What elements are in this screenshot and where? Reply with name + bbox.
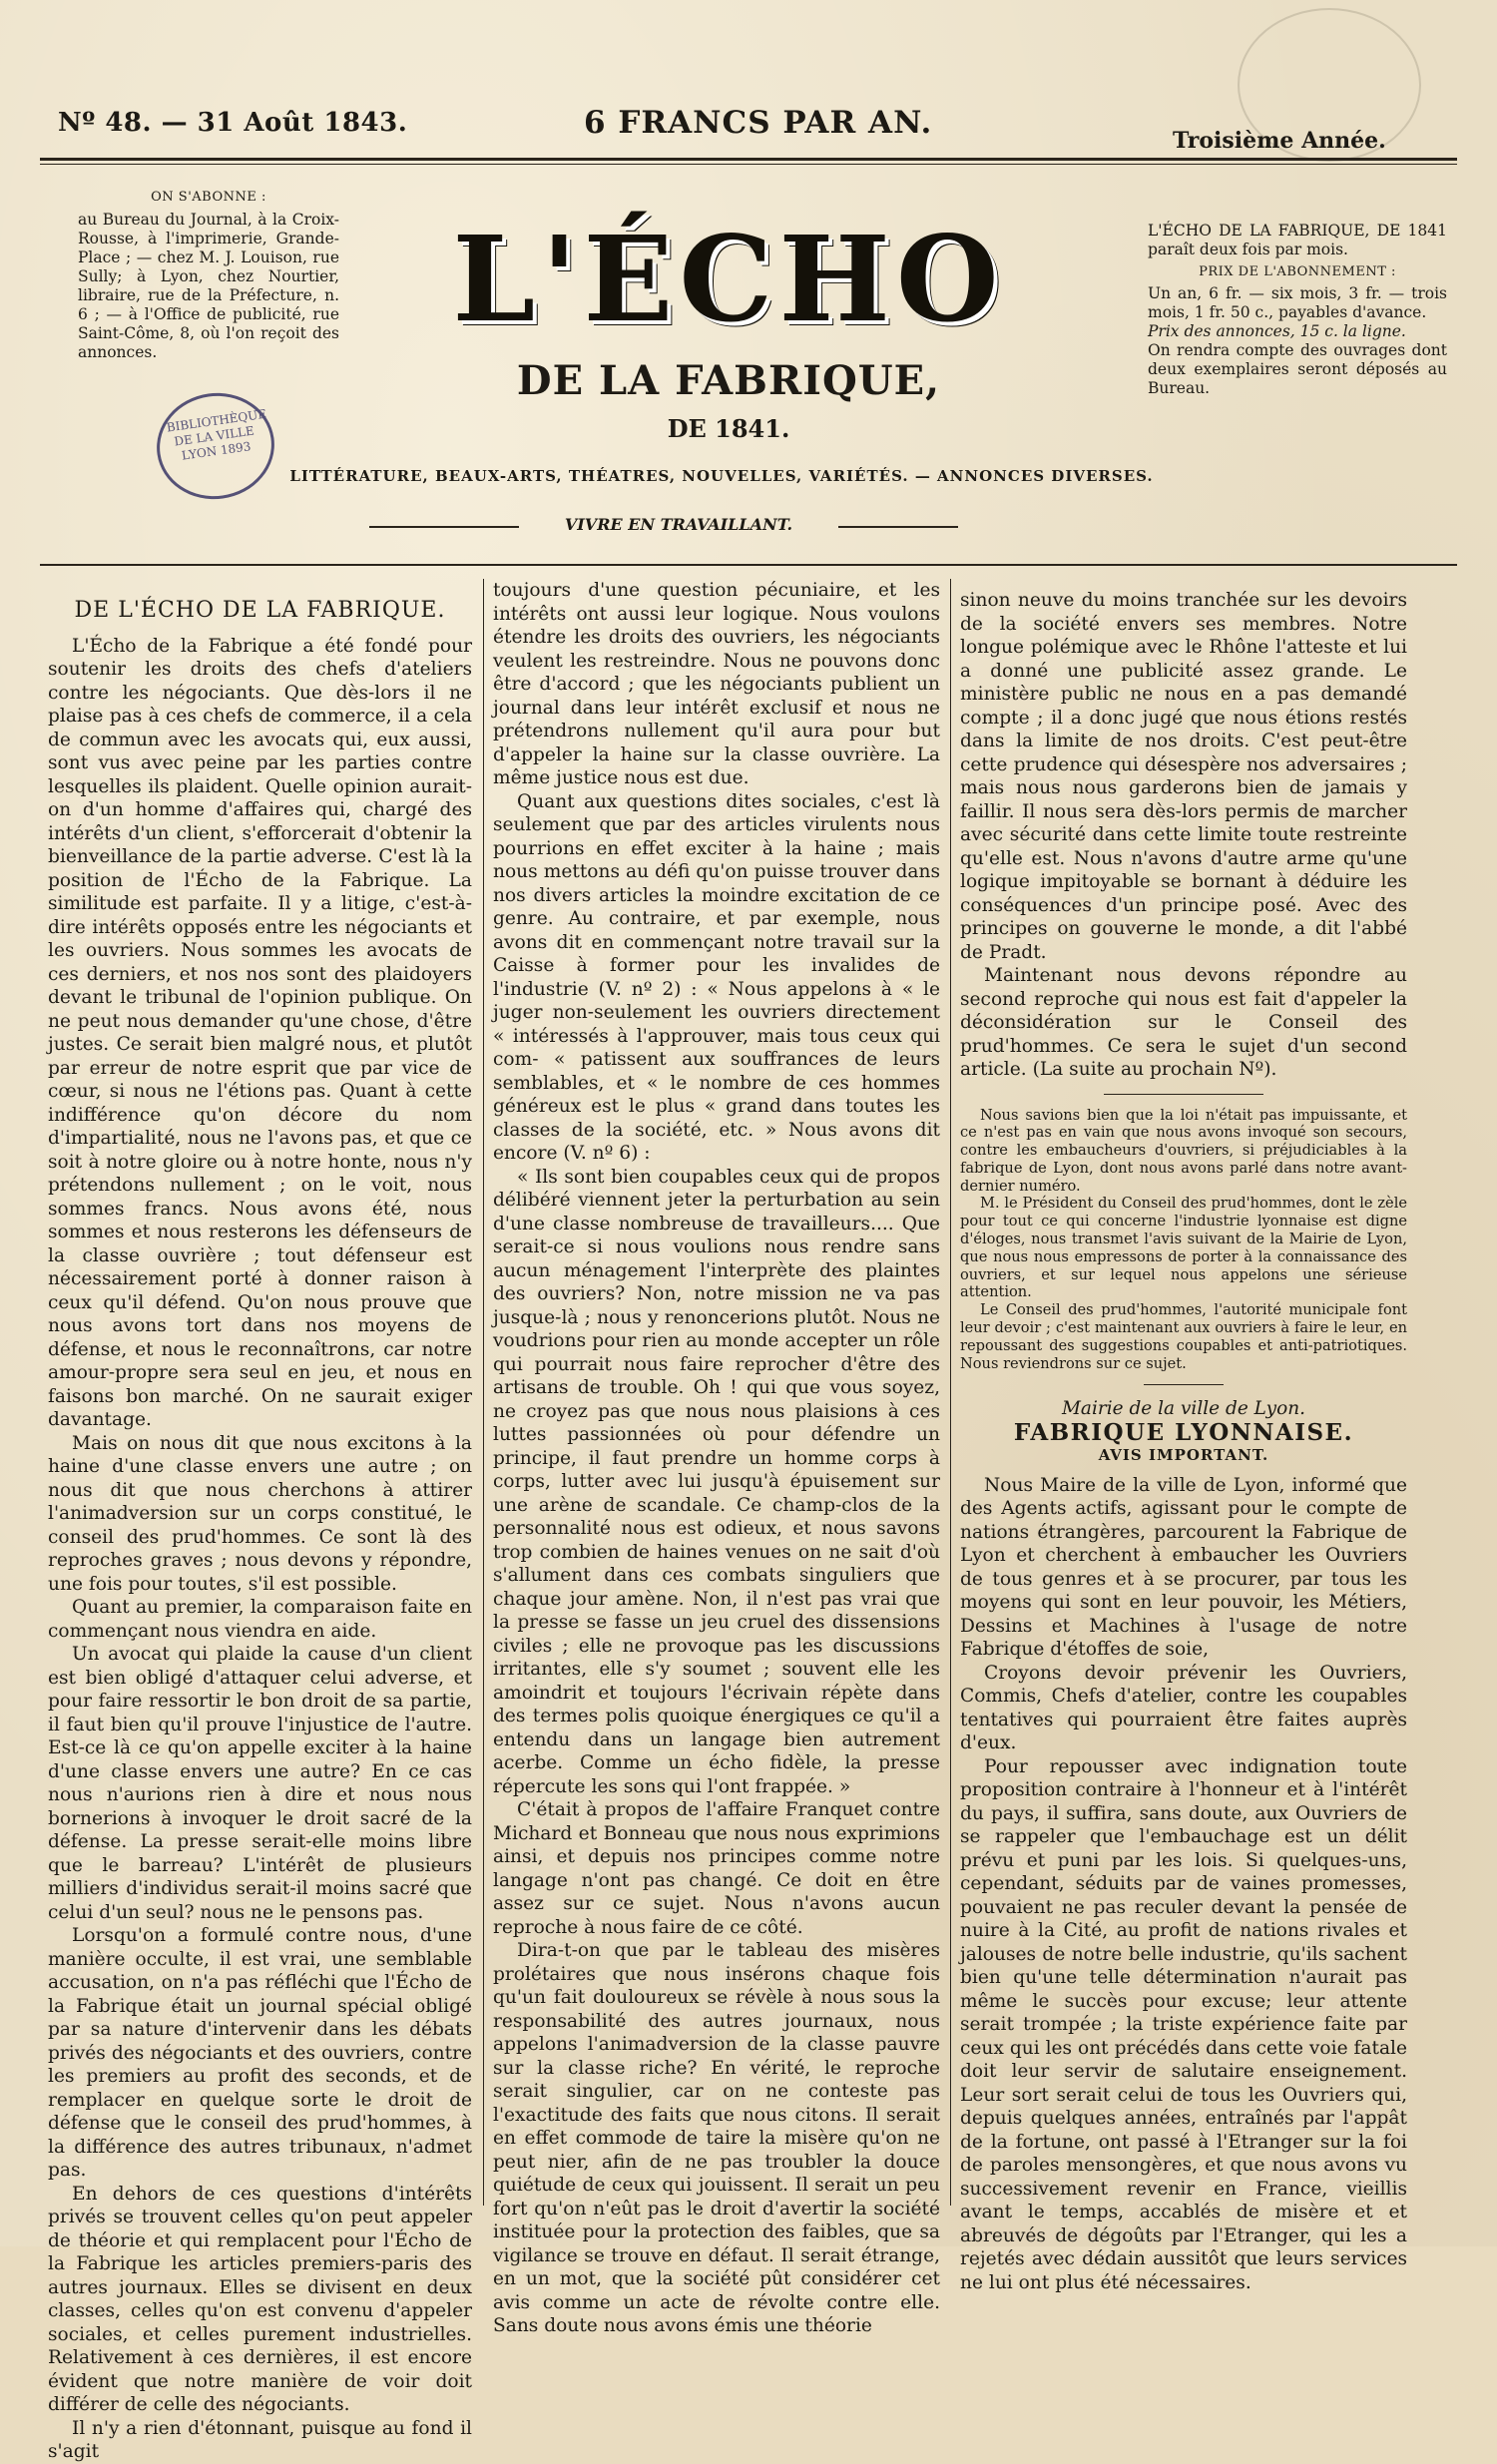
article-column-1 xyxy=(48,599,472,2464)
paragraph: Maintenant nous devons répondre au second reproche qui nous est fait d'appeler la déconsidération sur le Conseil des prud'hommes. Ce sera le sujet d'un second article. (La suite au prochain Nº). xyxy=(960,965,1407,1080)
paragraph: « Ils sont bien coupables ceux qui de propos délibéré viennent jeter la perturbation au sein d'une classe nombreuse de travailleurs.... Que serait-ce si nous voulions nous rendre sans aucun ménagement l'interprète des plaintes des ouvriers? Non, notre mission ne va pas jusque-là ; nous y renoncerions plutôt. Nous ne voudrions pour rien au monde accepter un rôle qui pourrait nous faire reprocher d'être des artisans de trouble. Oh ! qui que vous soyez, ne croyez pas que nous nous plaisions à ces luttes passionnées où pour défendre un principe, il faut prendre un homme corps à corps, lutter avec lui jusqu'à épuisement sur une arène de scandale. Ce champ-clos de la personnalité nous est odieux, et nous savons trop combien de haines venues on ne sait d'où s'allument dans ces combats singuliers que chaque jour amène. Non, il n'est pas vrai que la presse se fasse un jeu cruel des dissensions civiles ; elle ne provoque pas les discussions irritantes, elle s'y soumet ; souvent elle les amoindrit et toujours l'écrivain répète dans des termes polis quoique énergiques ce qu'il a entendu dans un langage bien autrement acerbe. Comme un écho fidèle, la presse répercute les sons qui l'ont frappée. » xyxy=(493,1166,940,1797)
header-rule-thin xyxy=(40,164,1457,165)
subscribe-text: au Bureau du Journal, à la Croix-Rousse, à l'imprimerie, Grande-Place ; — chez M. J. Louison, rue Sully; à Lyon, chez Nourtier, libraire, rue de la Préfecture, n. 6 ; — à l'Office de publicité, rue Saint-Côme, 8, où l'on reçoit des annonces. xyxy=(78,211,339,361)
price-list: Un an, 6 fr. — six mois, 3 fr. — trois mois, 1 fr. 50 c., payables d'avance. xyxy=(1148,284,1447,321)
header-rule xyxy=(40,158,1457,161)
mairie-subtitle: AVIS IMPORTANT. xyxy=(1098,1446,1269,1465)
subscribe-box xyxy=(78,188,339,362)
paragraph: Il n'y a rien d'étonnant, puisque au fond il s'agit xyxy=(48,2417,472,2462)
info-frequency: L'ÉCHO DE LA FABRIQUE, DE 1841 paraît deux fois par mois. xyxy=(1148,222,1447,258)
paragraph: Croyons devoir prévenir les Ouvriers, Commis, Chefs d'atelier, contre les coupables tentatives qui pourraient être faites auprès d'eux. xyxy=(960,1662,1407,1754)
masthead-bottom-rule xyxy=(40,564,1457,566)
notice-block xyxy=(960,1107,1407,1373)
motto-rule-right xyxy=(838,526,958,528)
column-rule-2 xyxy=(950,579,951,2206)
section-divider xyxy=(1144,1384,1224,1385)
paragraph: En dehors de ces questions d'intérêts privés se trouvent celles qu'on peut appeler de théorie et qui remplacent pour l'Écho de la Fabrique les articles premiers-paris des autres journaux. Elles se divisent en deux classes, celles qu'on est convenu d'appeler sociales, et celles purement industrielles. Relativement à ces dernières, il est encore évident que notre manière de voir doit différer de celle des négociants. xyxy=(48,2183,472,2415)
paragraph: Lorsqu'on a formulé contre nous, d'une manière occulte, il est vrai, une semblable accusation, on n'a pas réfléchi que l'Écho de la Fabrique était un journal spécial obligé par sa nature d'intervenir dans les débats privés des négociants et des ouvriers, contre les premiers au profit des seconds, et de remplacer en quelque sorte le droit de défense que le conseil des prud'hommes, à la différence des autres tribunaux, n'admet pas. xyxy=(48,1925,472,2181)
library-stamp xyxy=(150,385,281,506)
info-box xyxy=(1148,222,1447,398)
price-heading: PRIX DE L'ABONNEMENT : xyxy=(1199,264,1396,279)
paragraph: Mais on nous dit que nous excitons à la haine d'une classe envers une autre ; on nous dit que nous cherchons à attirer l'animadversion sur un corps constitué, le conseil des prud'hommes. Ce sont là des reproches graves ; nous devons y répondre, une fois pour toutes, s'il est possible. xyxy=(48,1432,472,1595)
masthead-subtitle: DE LA FABRIQUE, xyxy=(516,357,941,404)
paragraph: sinon neuve du moins tranchée sur les devoirs de la société envers ses membres. Notre longue polémique avec le Rhône l'atteste et lui a donné une publicité assez grande. Le ministère public ne nous en a pas demandé compte ; il a donc jugé que nous étions restés dans la limite de nos droits. C'est peut-être cette prudence qui désespère nos adversaires ; mais nous nous garderons bien de jamais y faillir. Il nous sera dès-lors permis de marcher avec sécurité dans cette limite toute restreinte qu'elle est. Nous n'avons d'autre arme qu'une logique impitoyable se bornant à déduire les conséquences d'un principe posé. Avec des principes on gouverne le monde, a dit l'abbé de Pradt. xyxy=(960,590,1407,963)
article-column-3 xyxy=(960,589,1407,2294)
issue-number: Nº 48. — 31 Août 1843. xyxy=(58,108,408,138)
mairie-heading: Mairie de la ville de Lyon. xyxy=(1061,1398,1306,1420)
paragraph: Un avocat qui plaide la cause d'un client est bien obligé d'attaquer celui adverse, et pour faire ressortir le bon droit de sa partie, il faut bien qu'il prouve l'injustice de l'autre. Est-ce là ce qu'on appelle exciter à la haine d'une classe envers une autre? En ce cas nous n'aurions rien à dire et nous nous bornerions à invoquer le droit sacré de la défense. La presse serait-elle moins libre que le barreau? L'intérêt de plusieurs milliers d'individus serait-il moins sacré que celui d'un seul? nous ne le pensons pas. xyxy=(48,1644,472,1923)
paragraph: Dira-t-on que par le tableau des misères prolétaires que nous insérons chaque fois qu'un fait douloureux se révèle à nous sous la responsabilité des autres journaux, nous appelons l'animadversion de la classe pauvre sur la classe riche? En vérité, le reproche serait singulier, car on ne conteste pas l'exactitude des faits que nous citons. Il serait en effet commode de taire la misère qu'on ne peut nier, afin de ne pas troubler la douce quiétude de ceux qui jouissent. Il serait un peu fort qu'on n'eût pas le droit d'avertir la société instituée pour la protection des faibles, que sa vigilance se trouve en défaut. Il serait étrange, en un mot, que la société pût considérer cet avis comme un acte de révolte contre elle. Sans doute nous avons émis une théorie xyxy=(493,1940,940,2336)
subscription-price: 6 FRANCS PAR AN. xyxy=(584,105,933,141)
stamp-text: BIBLIOTHÈQUE DE LA VILLE LYON 1893 xyxy=(165,406,267,463)
paragraph: Nous Maire de la ville de Lyon, informé que des Agents actifs, agissant pour le compte de nations étrangères, parcourent la Fabrique de Lyon et cherchent à embaucher les Ouvriers de tous genres et à se procurer, par tous les moyens qui sont en leur pouvoir, les Métiers, Dessins et Machines à l'usage de notre Fabrique d'étoffes de soie, xyxy=(960,1474,1407,1661)
notice-paragraph: M. le Président du Conseil des prud'hommes, dont le zèle pour tout ce qui concerne l'industrie lyonnaise est digne d'éloges, nous transmet l'avis suivant de la Mairie de Lyon, que nous nous empressons de porter à la connaissance des ouvriers, et sur lequel nous appelons une sérieuse attention. xyxy=(960,1195,1407,1301)
paragraph: Quant aux questions dites sociales, c'est là seulement que par des articles virulents nous pourrions en effet exciter à la haine ; mais nous mettons au défi qu'on puisse trouver dans nos divers articles la moindre excitation de ce genre. Au contraire, et par exemple, nous avons dit en commençant notre travail sur la Caisse à former pour les invalides de l'industrie (V. nº 2) : « Nous appelons à « le juger non-seulement les ouvriers directement « intéressés à l'approuver, mais tous ceux qui com- « patissent aux souffrances de leurs semblables, et « le nombre de ces hommes généreux est le plus « grand dans toutes les classes de la société, etc. » Nous avons dit encore (V. nº 6) : xyxy=(493,790,940,1164)
article-column-2 xyxy=(493,579,940,2338)
column-rule-1 xyxy=(483,579,484,2206)
masthead-title: L'ÉCHO xyxy=(452,210,1005,348)
paragraph: Quant au premier, la comparaison faite en commençant nous viendra en aide. xyxy=(48,1597,472,1642)
paragraph: Pour repousser avec indignation toute proposition contraire à l'honneur et à l'intérêt du pays, il suffira, sans doute, aux Ouvriers de se rappeler que l'embauchage est un délit prévu et puni par les lois. Si quelques-uns, cependant, séduits par de vaines promesses, pouvaient ne pas reculer devant la pensée de nuire à la Cité, au profit de nations rivales et jalouses de notre belle industrie, qu'ils sachent bien qu'une telle détermination n'aurait pas même le succès pour excuse; leur attente serait trompée ; la triste expérience faite par ceux qui les ont précédés dans cette voie fatale doit leur servir de salutaire enseignement. Leur sort serait celui de tous les Ouvriers qui, depuis quelques années, entraînés par l'appât de la fortune, ont passé à l'Etranger sur la foi de paroles mensongères, et que nous avons vu successivement revenir en France, vieillis avant le temps, accablés de misère et et abreuvés de dégoûts par l'Etranger, qui les a rejetés avec dédain aussitôt que leurs services ne lui ont plus été nécessaires. xyxy=(960,1755,1407,2293)
mairie-title: FABRIQUE LYONNAISE. xyxy=(1013,1418,1354,1446)
review-note: On rendra compte des ouvrages dont deux exemplaires seront déposés au Bureau. xyxy=(1148,341,1447,397)
masthead-since: DE 1841. xyxy=(667,414,790,443)
paragraph: C'était à propos de l'affaire Franquet contre Michard et Bonneau que nous nous exprimions ainsi, et depuis nos principes comme notre langage n'ont pas changé. Ce doit en être assez sur ce sujet. Nous n'avons aucun reproche à nous faire de ce côté. xyxy=(493,1799,940,1938)
subscribe-heading: ON S'ABONNE : xyxy=(151,190,266,205)
masthead-rubrics: LITTÉRATURE, BEAUX-ARTS, THÉATRES, NOUVELLES, VARIÉTÉS. — ANNONCES DIVERSES. xyxy=(289,467,1154,485)
article-title: DE L'ÉCHO DE LA FABRIQUE. xyxy=(74,598,446,623)
motto-rule-left xyxy=(369,526,519,528)
notice-paragraph: Nous savions bien que la loi n'était pas impuissante, et ce n'est pas en vain que nous avons invoqué son secours, contre les embaucheurs d'ouvriers, si préjudiciables à la fabrique de Lyon, dont nous avons parlé dans notre avant-dernier numéro. xyxy=(960,1106,1407,1195)
paragraph: L'Écho de la Fabrique a été fondé pour soutenir les droits des chefs d'ateliers contre les négociants. Que dès-lors il ne plaise pas à ces chefs de commerce, il a cela de commun avec les avocats qui, eux aussi, sont vus avec peine par les parties contre lesquelles ils plaident. Quelle opinion aurait-on d'un homme d'affaires qui, chargé des intérêts d'un client, s'efforcerait d'obtenir la bienveillance de la partie adverse. C'est là la position de l'Écho de la Fabrique. La similitude est parfaite. Il y a litige, c'est-à-dire intérêts opposés entre les négociants et les ouvriers. Nous sommes les avocats de ces derniers, et nos nos sont des plaidoyers devant le tribunal de l'opinion publique. On ne peut nous demander qu'une chose, d'être justes. Ce serait bien malgré nous, et plutôt par erreur de notre esprit que par vice de cœur, si nous ne l'étions pas. Quant à cette indifférence qu'on décore du nom d'impartialité, nous ne l'avons pas, et que ce soit à notre gloire ou à notre honte, nous n'y prétendons nullement ; on le voit, nous sommes francs. Nous avons été, nous sommes et nous resterons les défenseurs de la classe ouvrière ; tout défenseur est nécessairement porté à donner raison à ceux qu'il défend. Qu'on nous prouve que nous avons tort dans nos moyens de défense, et nous le reconnaîtrons, car notre amour-propre sera seul en jeu, et nous en faisons bon marché. On ne saurait exiger davantage. xyxy=(48,635,472,1430)
paragraph: toujours d'une question pécuniaire, et les intérêts ont aussi leur logique. Nous voulons étendre les droits des ouvriers, les négociants veulent les restreindre. Nous ne pouvons donc être d'accord ; que les négociants publient un journal dans leur intérêt exclusif et nous ne prétendrons nullement qu'il aura pour but d'appeler la haine sur la classe ouvrière. La même justice nous est due. xyxy=(493,580,940,788)
masthead-motto: VIVRE EN TRAVAILLANT. xyxy=(564,515,793,534)
section-divider xyxy=(1104,1094,1263,1095)
ads-price: Prix des annonces, 15 c. la ligne. xyxy=(1148,322,1406,340)
publication-year: Troisième Année. xyxy=(1173,128,1386,154)
notice-paragraph: Le Conseil des prud'hommes, l'autorité municipale font leur devoir ; c'est maintenant aux ouvriers à faire le leur, en repoussant des suggestions coupables et anti-patriotiques. Nous reviendrons sur ce sujet. xyxy=(960,1301,1407,1372)
